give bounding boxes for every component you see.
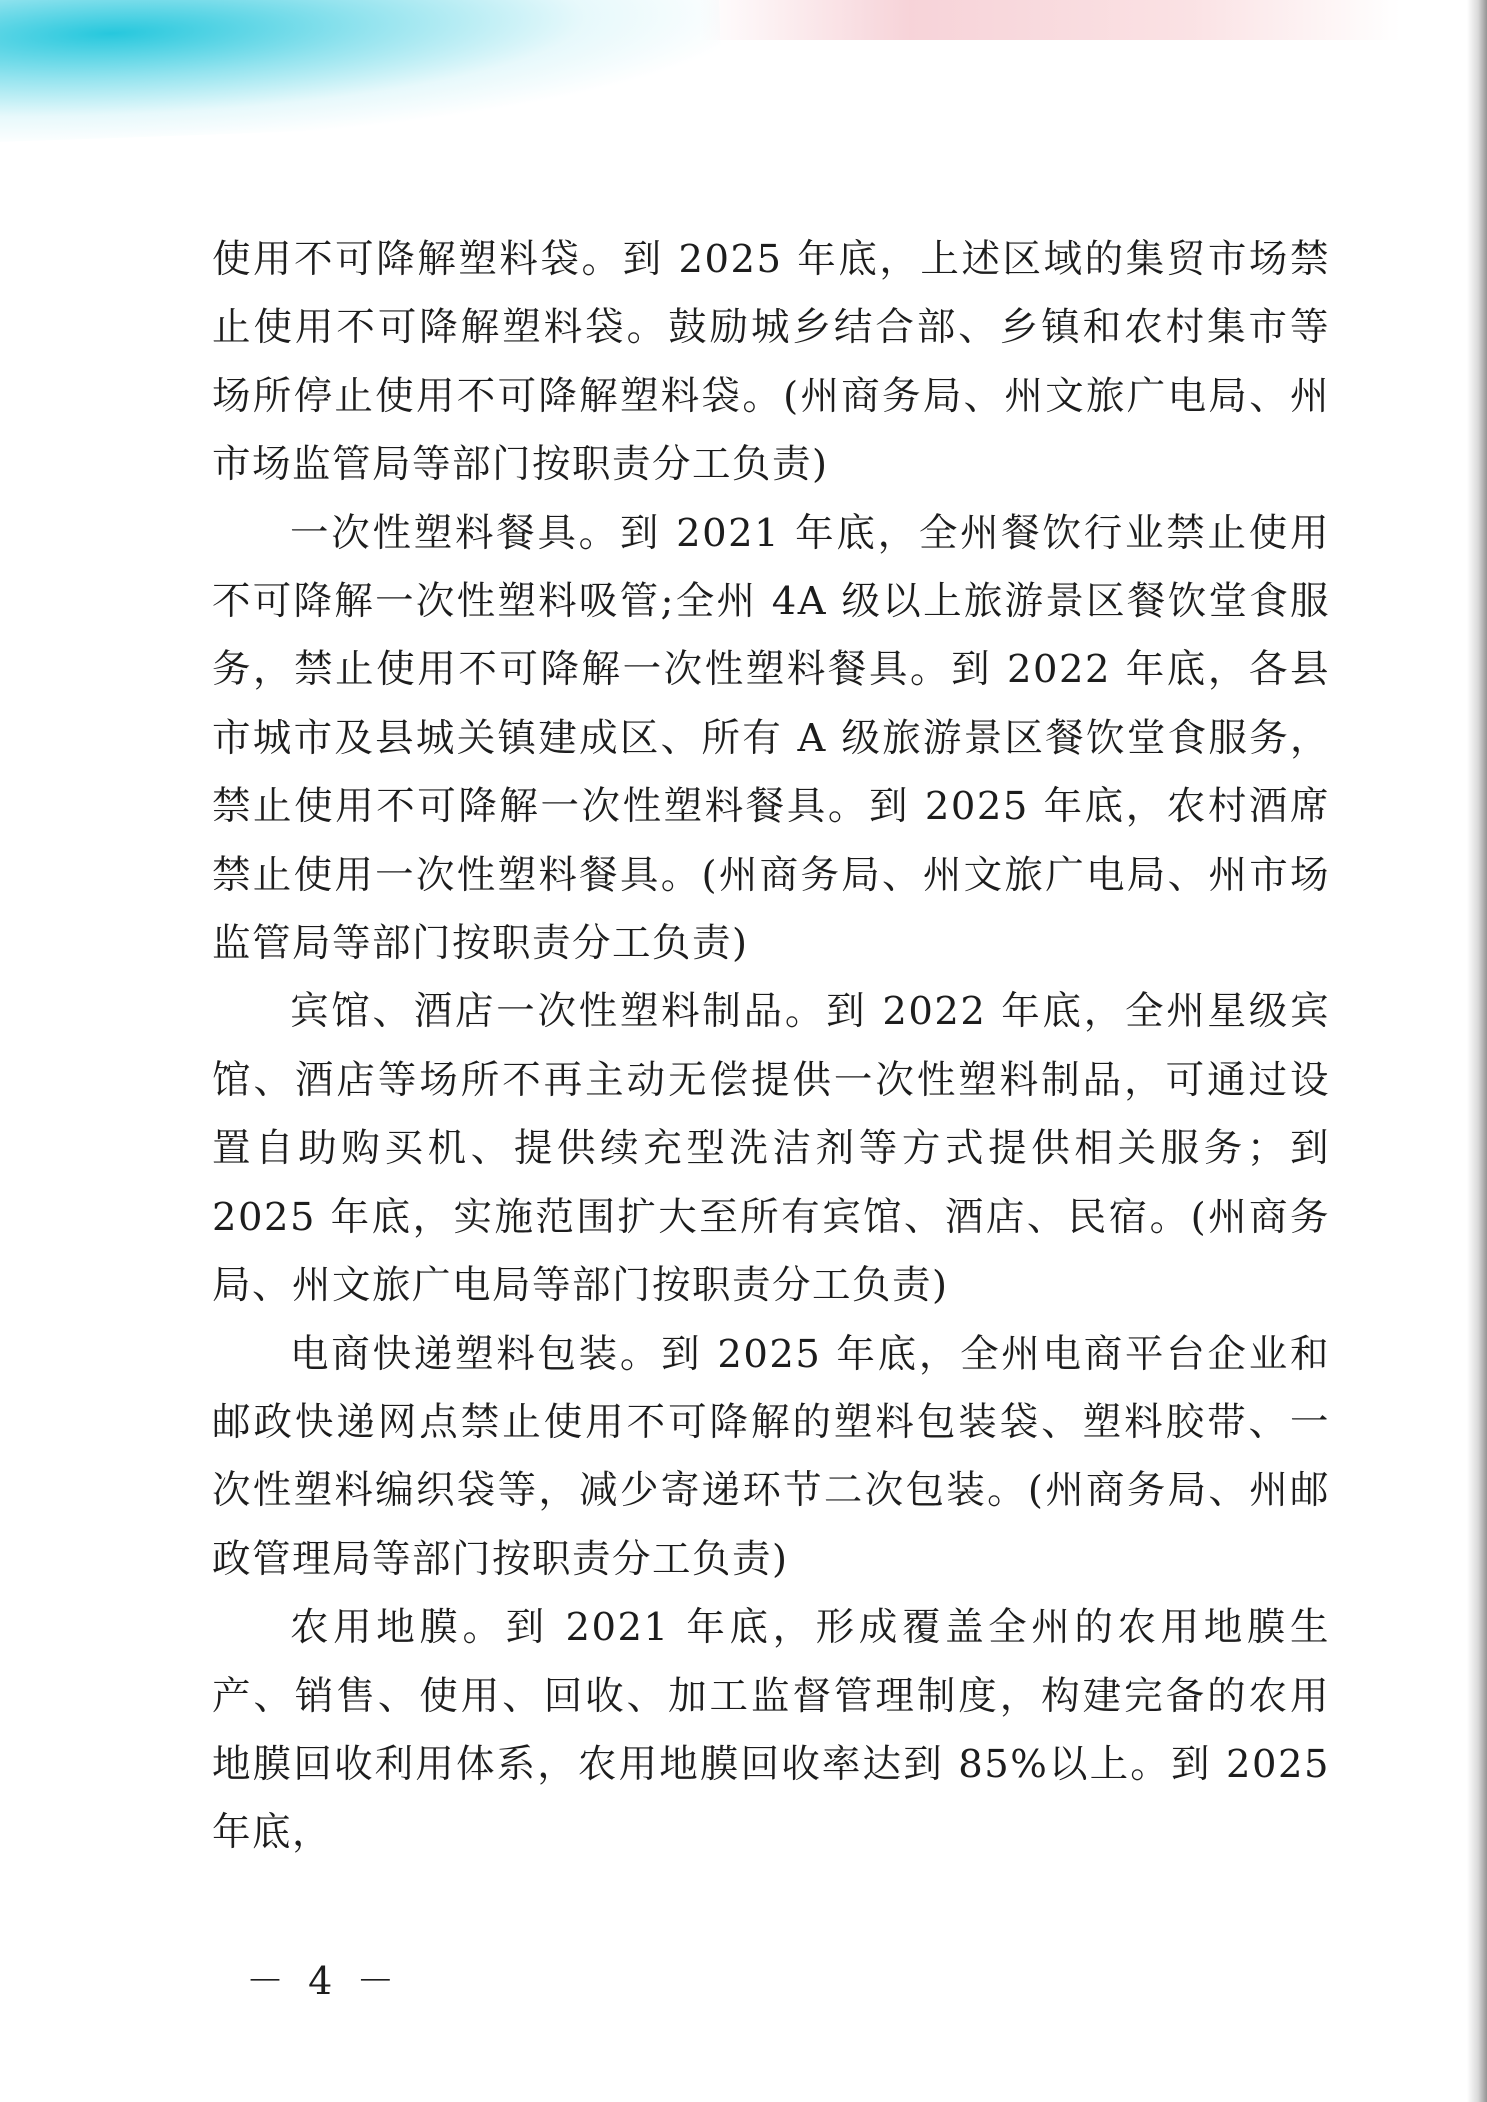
document-body xyxy=(212,226,1330,1868)
scan-page-edge-shadow xyxy=(1467,0,1487,2102)
page-number: － 4 － xyxy=(246,1959,401,2003)
scan-color-artifact xyxy=(0,0,1487,180)
scan-pink-smear xyxy=(700,0,1400,40)
paragraph-ecommerce-packaging: 电商快递塑料包装。到 2025 年底，全州电商平台企业和邮政快递网点禁止使用不可降解的塑料包装袋、塑料胶带、一次性塑料编织袋等，减少寄递环节二次包装。(州商务局、州邮政管理局等部门按职责分工负责) xyxy=(212,1331,1330,1582)
paragraph-disposable-tableware: 一次性塑料餐具。到 2021 年底，全州餐饮行业禁止使用不可降解一次性塑料吸管;全州 4A 级以上旅游景区餐饮堂食服务，禁止使用不可降解一次性塑料餐具。到 2022 年底，各县市城市及县城关镇建成区、所有 A 级旅游景区餐饮堂食服务，禁止使用不可降解一次性塑料餐具。到 2025 年底，农村酒席禁止使用一次性塑料餐具。(州商务局、州文旅广电局、州市场监管局等部门按职责分工负责) xyxy=(212,510,1330,967)
paragraph-plastic-bags-continued: 使用不可降解塑料袋。到 2025 年底，上述区域的集贸市场禁止使用不可降解塑料袋。鼓励城乡结合部、乡镇和农村集市等场所停止使用不可降解塑料袋。(州商务局、州文旅广电局、州市场监管局等部门按职责分工负责) xyxy=(212,237,1330,488)
paragraph-agricultural-film: 农用地膜。到 2021 年底，形成覆盖全州的农用地膜生产、销售、使用、回收、加工监督管理制度，构建完备的农用地膜回收利用体系，农用地膜回收率达到 85%以上。到 2025 年底， xyxy=(212,1605,1330,1856)
scan-cyan-smear xyxy=(0,0,723,143)
paragraph-hotel-disposables: 宾馆、酒店一次性塑料制品。到 2022 年底，全州星级宾馆、酒店等场所不再主动无偿提供一次性塑料制品，可通过设置自助购买机、提供续充型洗洁剂等方式提供相关服务；到 2025 年底，实施范围扩大至所有宾馆、酒店、民宿。(州商务局、州文旅广电局等部门按职责分工负责) xyxy=(212,989,1330,1309)
